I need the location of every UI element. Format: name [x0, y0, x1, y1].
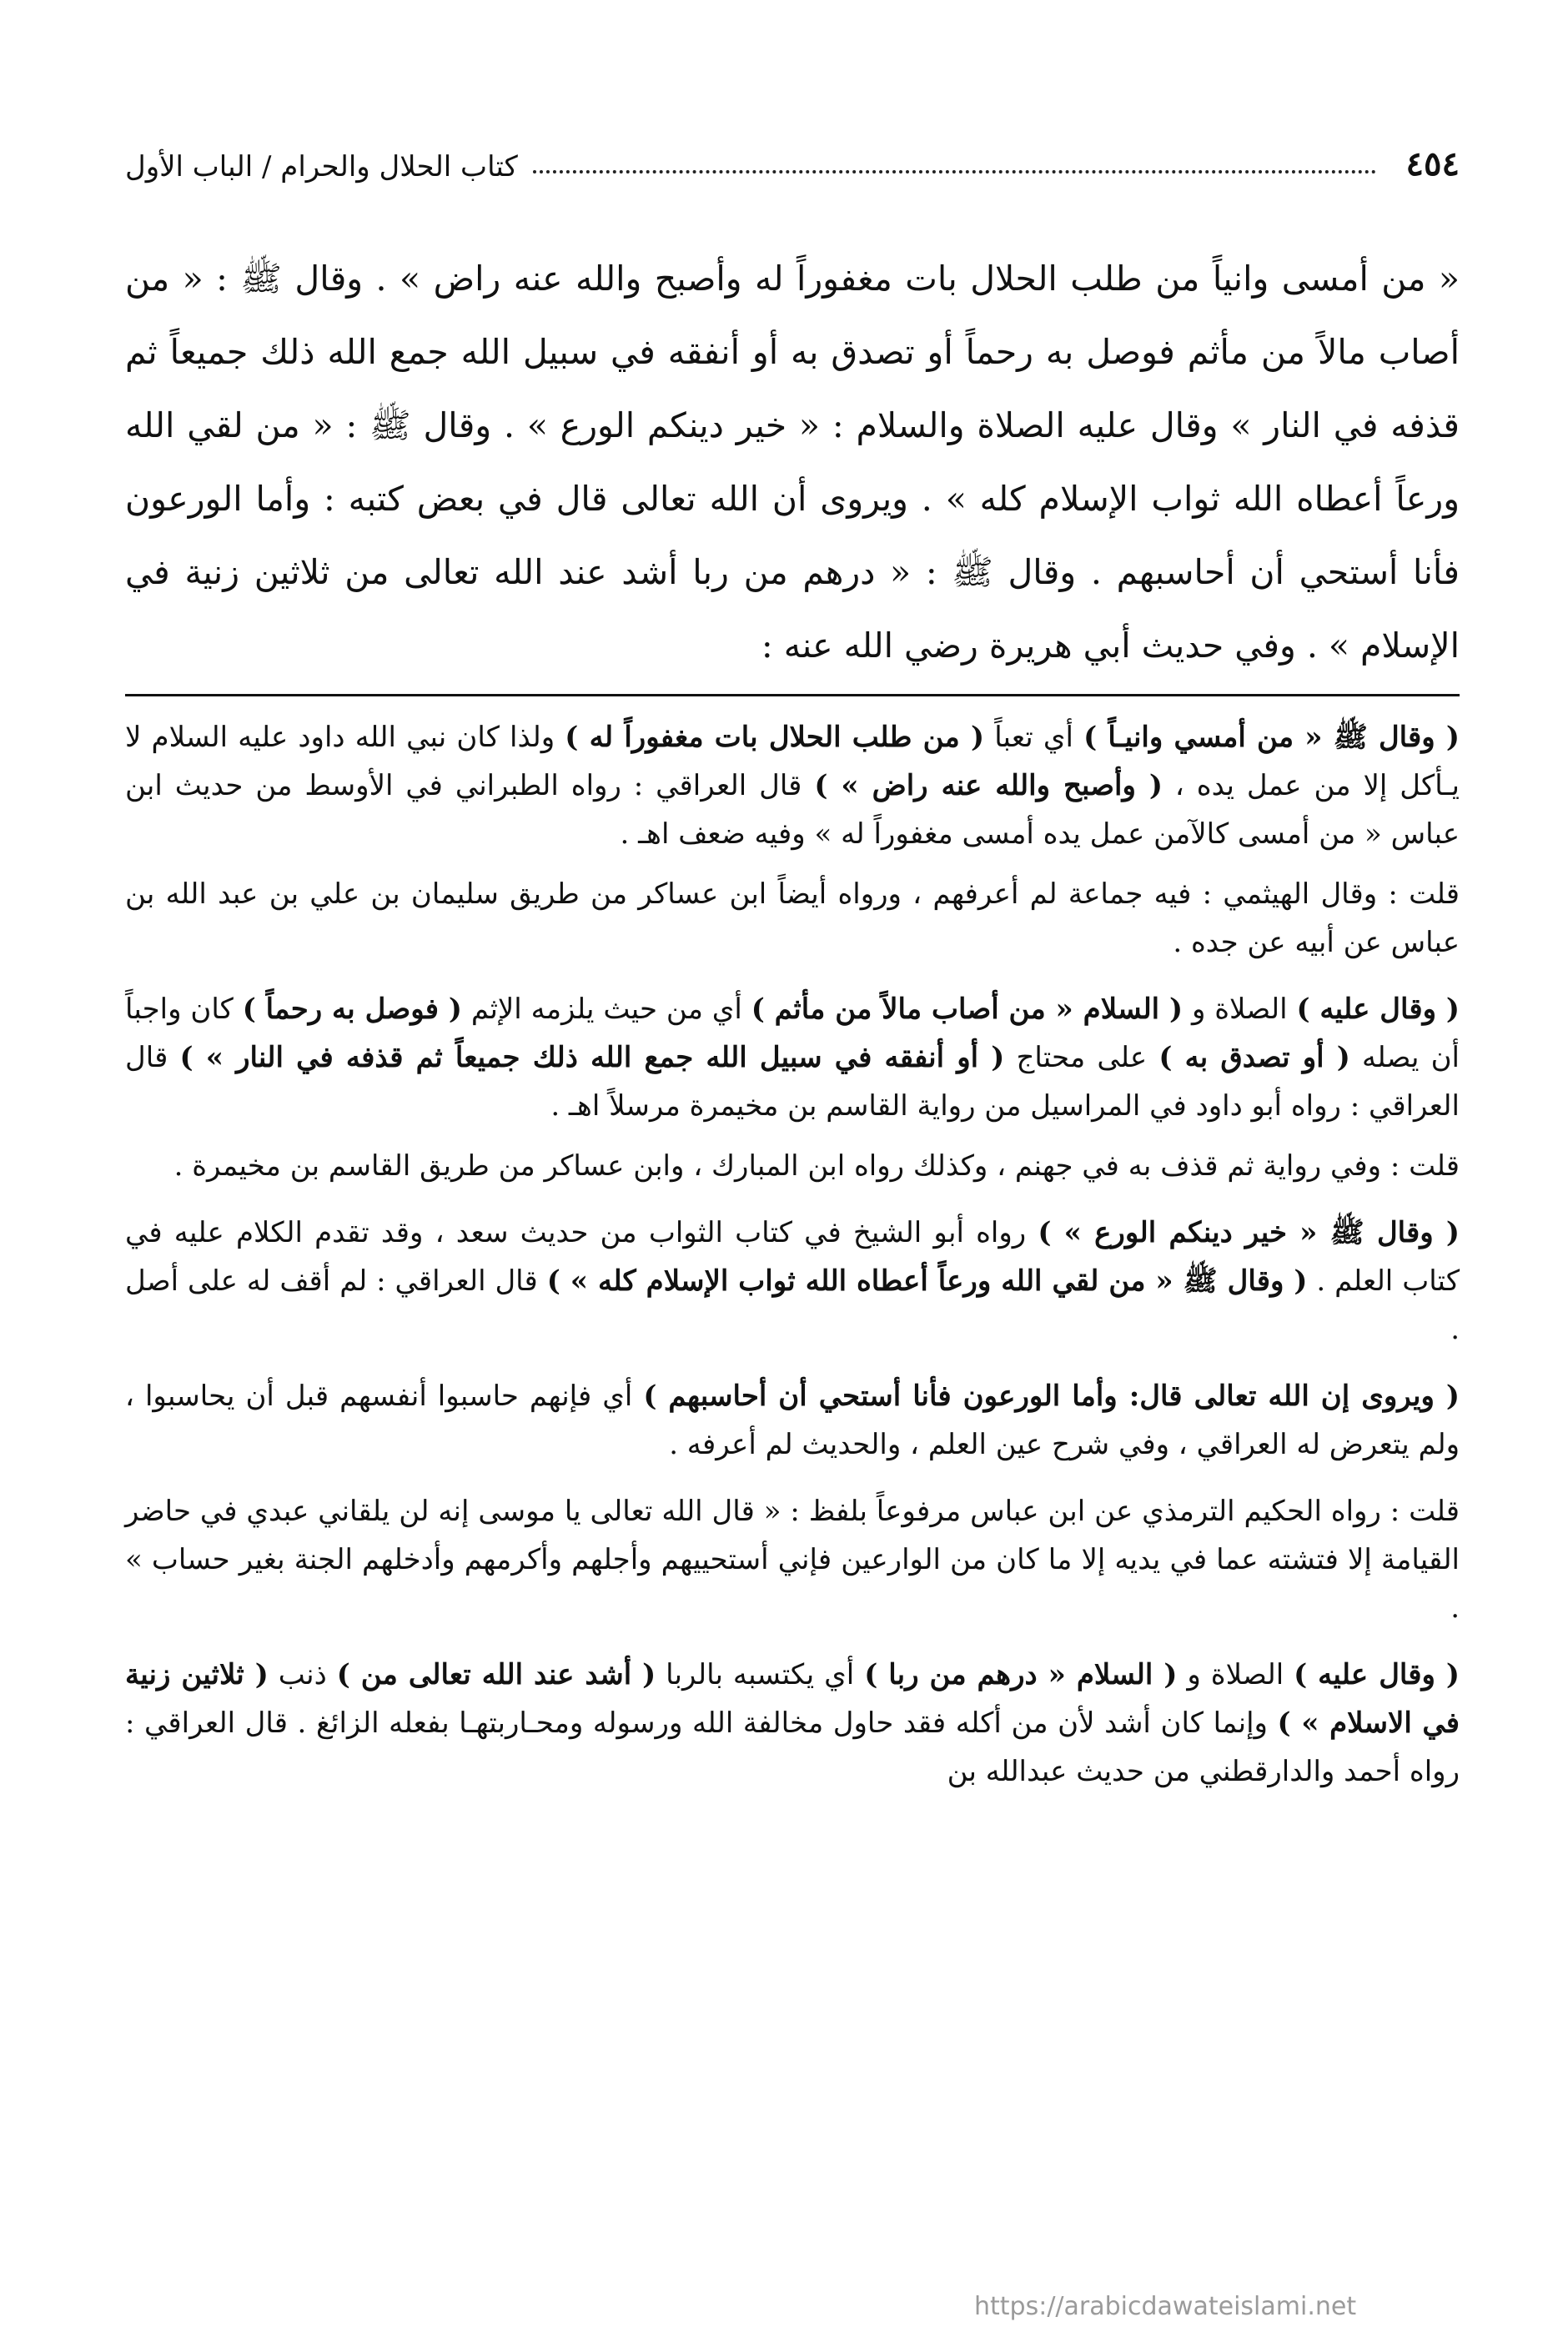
quoted-text: ( فوصل به رحماً ) [242, 993, 462, 1026]
main-text [125, 242, 1460, 682]
commentary-text: قال العراقي : رواه أبو داود في المراسيل من رواية القاسم بن مخيمرة مرسلاً اهـ . [125, 1041, 1460, 1123]
quoted-text: ( وقال ﷺ « من لقي الله ورعاً أعطاه الله ثواب الإسلام كله » ) [546, 1264, 1308, 1298]
quoted-text: ( السلام « درهم من ربا ) [864, 1658, 1178, 1691]
quoted-text: ( من طلب الحلال بات مغفوراً له ) [565, 721, 985, 754]
commentary-text: قلت : وقال الهيثمي : فيه جماعة لم أعرفهم ، ورواه أيضاً ابن عساكر من طريق سليمان بن علي بن عبد الله بن عباس عن أبيه عن جده . [125, 877, 1460, 959]
book-page [125, 0, 1460, 2332]
commentary-text: أي يكتسبه بالربا [656, 1658, 865, 1691]
commentary-text: الصلاة و [1177, 1658, 1294, 1691]
main-paragraph: « من أمسى وانياً من طلب الحلال بات مغفوراً له وأصبح والله عنه راض » . وقال ﷺ : « من أصاب مالاً من مأثم فوصل به رحماً أو تصدق به أو أنفقه في سبيل الله جمع الله ذلك جميعاً ثم قذفه في النار » وقال عليه الصلاة والسلام : « خير دينكم الورع » . وقال ﷺ : « من لقي الله ورعاً أعطاه الله ثواب الإسلام كله » . ويروى أن الله تعالى قال في بعض كتبه : وأما الورعون فأنا أستحي أن أحاسبهم . وقال ﷺ : « درهم من ربا أشد عند الله تعالى من ثلاثين زنية في الإسلام » . وفي حديث أبي هريرة رضي الله عنه : [125, 259, 1460, 666]
header-leader-dots [533, 170, 1376, 173]
commentary-text: قال العراقي : رواه الطبراني في الأوسط من حديث ابن عباس « من أمسى كالآمن عمل يده أمسى مغفوراً له » وفيه ضعف اهـ . [125, 769, 1460, 851]
quoted-text: ( أو تصدق به ) [1158, 1041, 1350, 1074]
quoted-text: ( أو أنفقه في سبيل الله جمع الله ذلك جميعاً ثم قذفه في النار » ) [179, 1041, 1005, 1074]
commentary-paragraph [125, 1142, 1460, 1190]
commentary-text: أي تعباً [984, 721, 1084, 754]
commentary-paragraph [125, 1487, 1460, 1632]
quoted-text: ( وقال عليه ) [1294, 1658, 1460, 1691]
commentary [125, 713, 1460, 1814]
commentary-paragraph [125, 713, 1460, 858]
commentary-text: أي فإنهم حاسبوا أنفسهم قبل أن يحاسبوا ، ولم يتعرض له العراقي ، وفي شرح عين العلم ، والحديث لم أعرفه . [125, 1380, 1460, 1461]
commentary-paragraph [125, 1372, 1460, 1469]
quoted-text: ( السلام « من أصاب مالاً من مأثم ) [751, 993, 1184, 1026]
quoted-text: ( ثلاثين زنية في الاسلام » ) [125, 1658, 1460, 1740]
quoted-text: ( ويروى إن الله تعالى قال: وأما الورعون فأنا أستحي أن أحاسبهم ) [643, 1380, 1460, 1413]
commentary-paragraph [125, 870, 1460, 967]
commentary-text: رواه أبو الشيخ في كتاب الثواب من حديث سعد ، وقد تقدم الكلام عليه في كتاب العلم . [125, 1216, 1460, 1298]
footnote-divider [125, 694, 1460, 696]
commentary-text: على محتاج [1004, 1041, 1159, 1074]
commentary-paragraph [125, 1209, 1460, 1354]
page-number: ٤٥٤ [1405, 144, 1460, 183]
commentary-text: الصلاة و [1183, 993, 1297, 1026]
running-title: كتاب الحلال والحرام / الباب الأول [125, 150, 518, 183]
quoted-text: ( وقال ﷺ « خير دينكم الورع » ) [1038, 1216, 1460, 1249]
commentary-text: ذنب [268, 1658, 337, 1691]
commentary-text: ولذا كان نبي الله داود عليه السلام لا يـأكل إلا من عمل يده ، [125, 721, 1460, 802]
commentary-text: وإنما كان أشد لأن من أكله فقد حاول مخالفة الله ورسوله ومحـاربتهـا بفعله الزائغ . قال العراقي : رواه أحمد والدارقطني من حديث عبدالله بن [125, 1706, 1460, 1788]
commentary-text: كان واجباً أن يصله [125, 993, 1460, 1074]
commentary-text: أي من حيث يلزمه الإثم [461, 993, 751, 1026]
source-watermark: https://arabicdawateislami.net [974, 2292, 1357, 2321]
quoted-text: ( وقال عليه ) [1296, 993, 1460, 1026]
quoted-text: ( أشد عند الله تعالى من ) [336, 1658, 656, 1691]
commentary-paragraph [125, 1651, 1460, 1796]
commentary-paragraph [125, 985, 1460, 1130]
quoted-text: ( وأصبح والله عنه راض » ) [814, 769, 1163, 802]
commentary-text: قال العراقي : لم أقف له على أصل . [125, 1264, 1460, 1346]
commentary-text: قلت : رواه الحكيم الترمذي عن ابن عباس مرفوعاً بلفظ : « قال الله تعالى يا موسى إنه لن يلقاني عبدي في حاضر القيامة إلا فتشته عما في يديه إلا ما كان من الوارعين فإني أستحييهم وأجلهم وأكرمهم وأدخلهم الجنة بغير حساب » . [125, 1495, 1460, 1625]
quoted-text: ( وقال ﷺ « من أمسي وانيـاً ) [1083, 721, 1460, 754]
commentary-text: قلت : وفي رواية ثم قذف به في جهنم ، وكذلك رواه ابن المبارك ، وابن عساكر من طريق القاسم بن مخيمرة . [173, 1149, 1460, 1183]
page-header [125, 125, 1460, 183]
